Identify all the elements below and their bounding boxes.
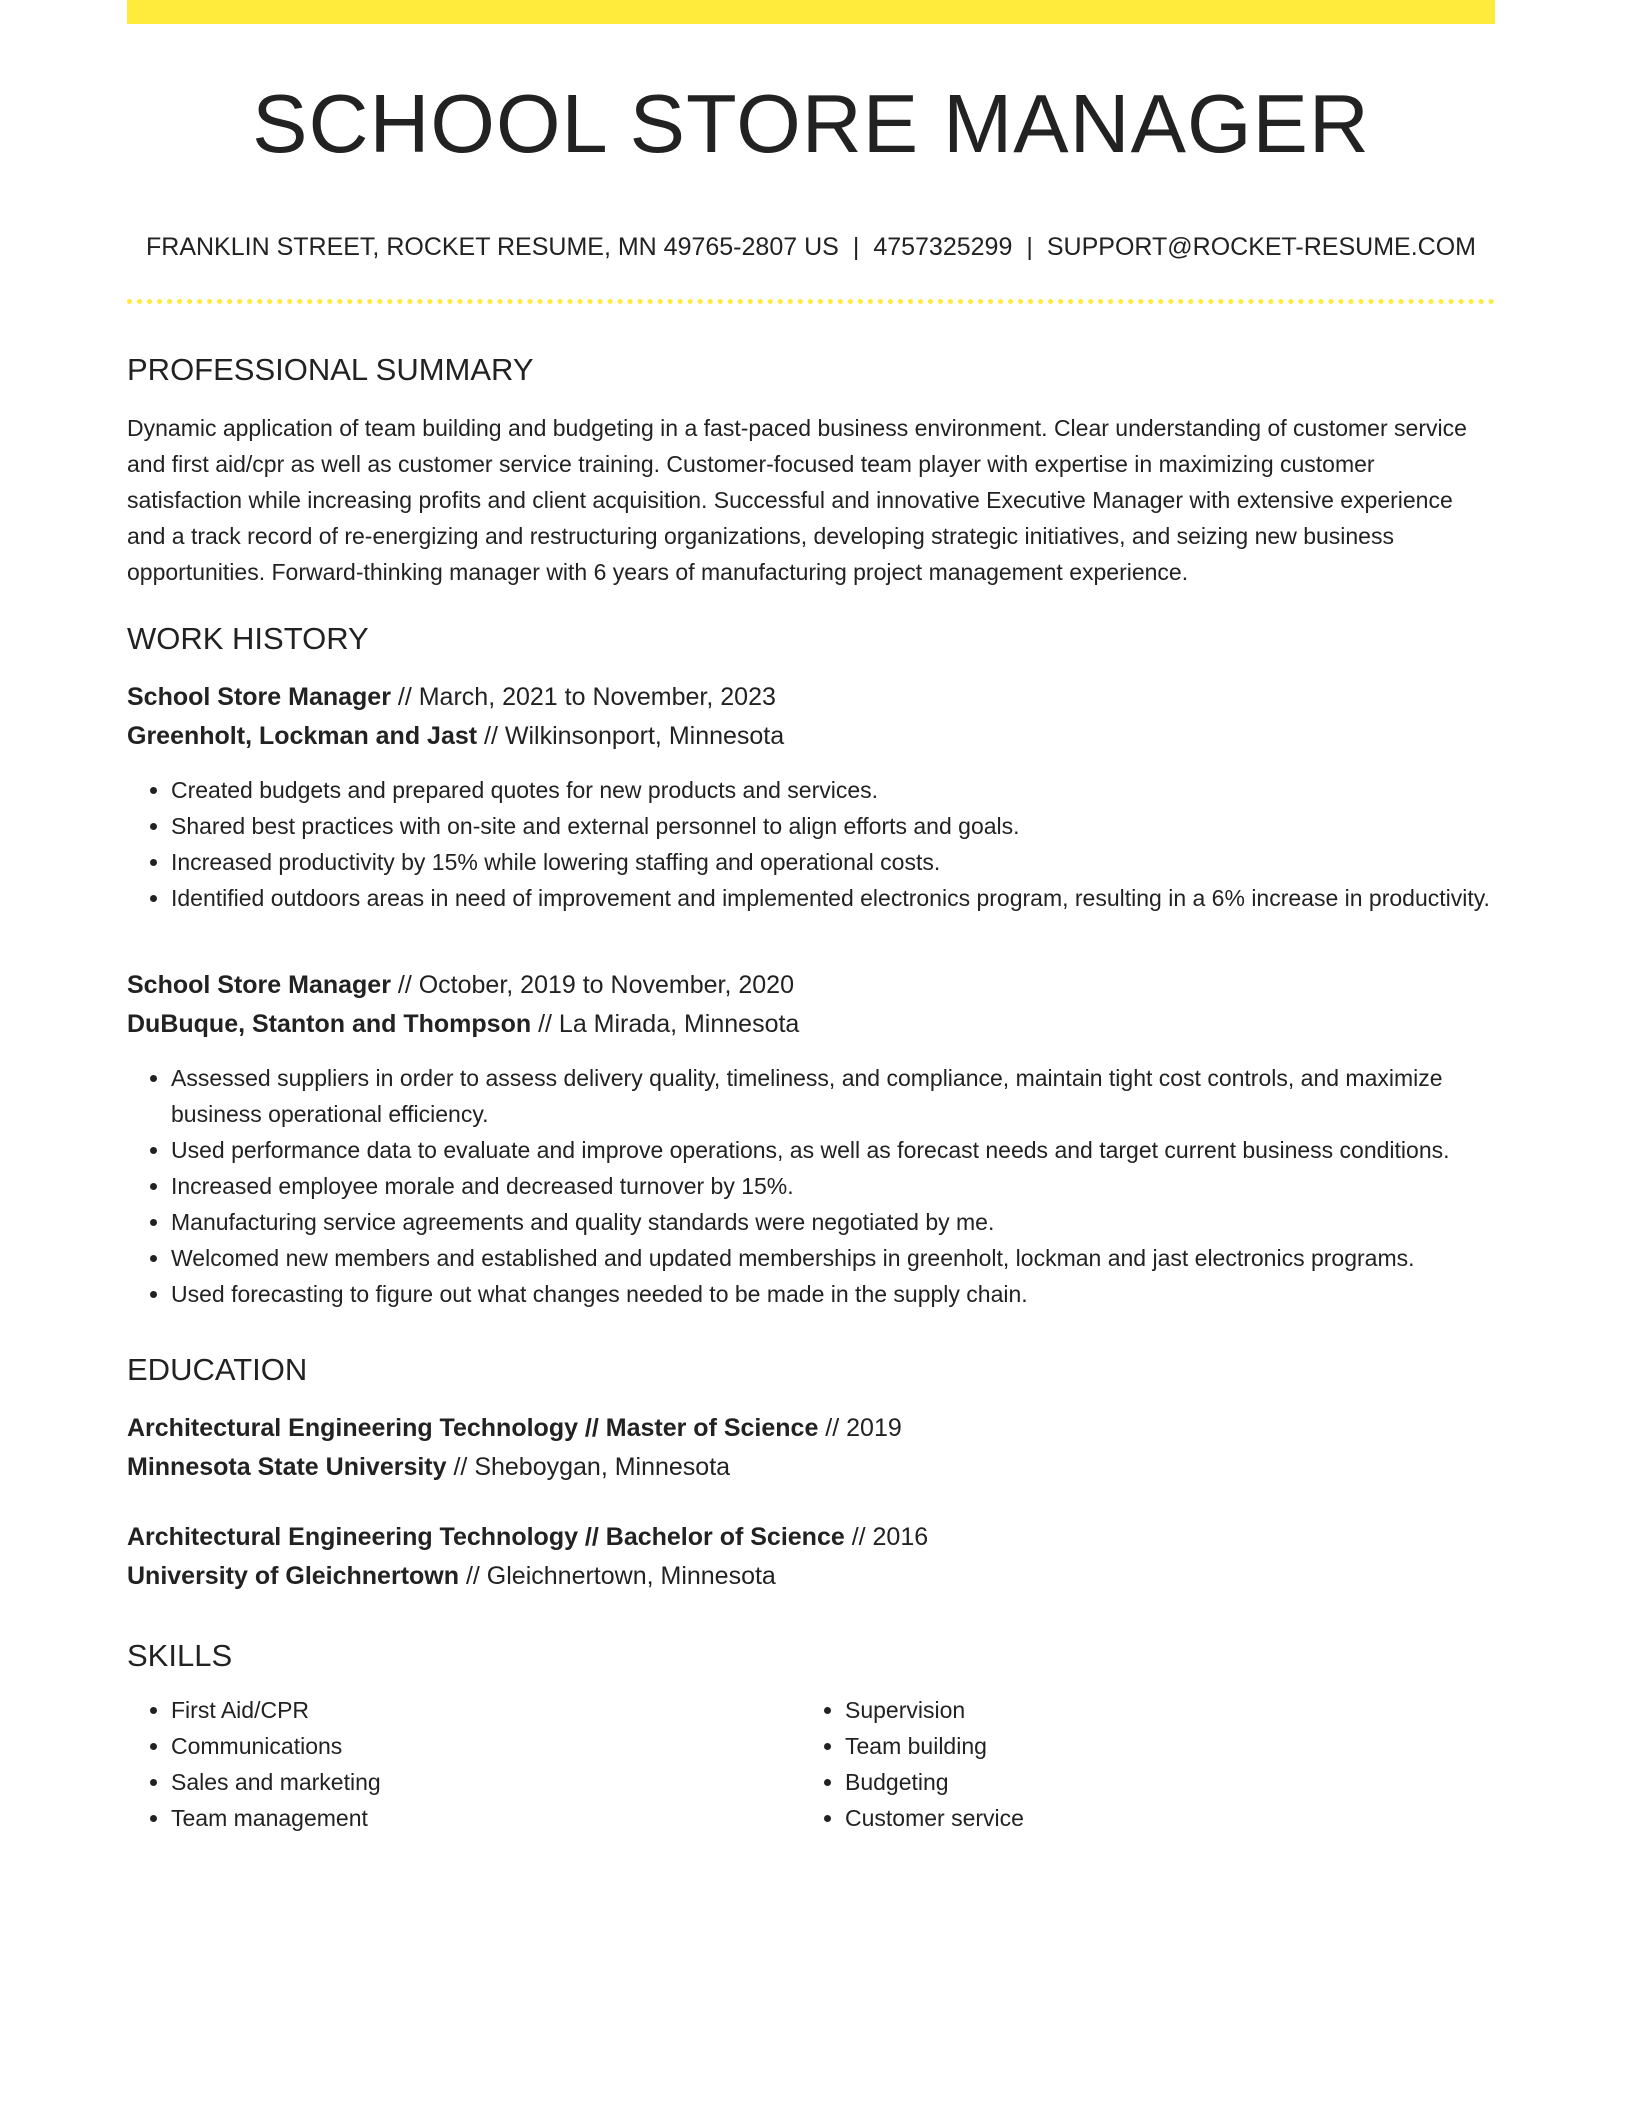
contact-phone: 4757325299	[873, 233, 1013, 261]
contact-line	[127, 235, 1495, 260]
education-heading	[127, 1518, 1495, 1557]
skill-item: • Budgeting	[845, 1764, 1475, 1800]
contact-email: SUPPORT@ROCKET-RESUME.COM	[1046, 233, 1476, 261]
list-item: • Created budgets and prepared quotes for new products and services.	[171, 772, 1495, 808]
job-role: School Store Manager	[127, 971, 391, 999]
education-school: Minnesota State University	[127, 1453, 447, 1481]
education-degree: Architectural Engineering Technology // Bachelor of Science	[127, 1523, 845, 1551]
skills-column-left	[127, 1692, 801, 1836]
section-title-skills: SKILLS	[127, 1638, 233, 1673]
skill-item: • Supervision	[845, 1692, 1475, 1728]
job-location: // La Mirada, Minnesota	[531, 1010, 800, 1038]
skill-item: • Customer service	[845, 1800, 1475, 1836]
education-year: // 2016	[844, 1523, 929, 1551]
education-school: University of Gleichnertown	[127, 1562, 460, 1590]
job-location: // Wilkinsonport, Minnesota	[477, 722, 785, 750]
list-item: • Used forecasting to figure out what changes needed to be made in the supply chain.	[171, 1276, 1495, 1312]
education-year: // 2019	[818, 1414, 902, 1442]
job-bullets	[127, 772, 1495, 916]
job-heading	[127, 966, 1495, 1005]
job-company: DuBuque, Stanton and Thompson	[127, 1010, 532, 1038]
resume-page	[127, 0, 1495, 1836]
skill-item: • Team management	[171, 1800, 801, 1836]
list-item: • Identified outdoors areas in need of improvement and implemented electronics program, resulting in a 6% increase in productivity.	[171, 880, 1495, 916]
education-location: // Gleichnertown, Minnesota	[459, 1562, 776, 1590]
section-title-work-history: WORK HISTORY	[127, 621, 369, 656]
resume-title: SCHOOL STORE MANAGER	[252, 77, 1370, 170]
dotted-divider	[127, 299, 1495, 304]
list-item: • Used performance data to evaluate and improve operations, as well as forecast needs and target current business conditions.	[171, 1132, 1495, 1168]
skills-list	[127, 1692, 1495, 1836]
summary-text: Dynamic application of team building and budgeting in a fast-paced business environment. Clear understanding of customer service and first aid/cpr as well as customer service training. Customer-focused team player with expertise in maximizing customer satisfaction while increasing profits and client acquisition. Successful and innovative Executive Manager with extensive experience and a track record of re-energizing and restructuring organizations, developing strategic initiatives, and seizing new business opportunities. Forward-thinking manager with 6 years of manufacturing project management experience.	[127, 415, 1467, 585]
skill-item: • Communications	[171, 1728, 801, 1764]
section-title-summary: PROFESSIONAL SUMMARY	[127, 352, 534, 387]
job-employer	[127, 1005, 1495, 1044]
contact-separator: |	[852, 233, 860, 261]
job-role: School Store Manager	[127, 683, 391, 711]
skill-item: • Team building	[845, 1728, 1475, 1764]
list-item: • Increased employee morale and decreased turnover by 15%.	[171, 1168, 1495, 1204]
skill-item: • Sales and marketing	[171, 1764, 801, 1800]
education-location: // Sheboygan, Minnesota	[446, 1453, 731, 1481]
education-entry	[127, 1518, 1495, 1596]
education-institution	[127, 1557, 1495, 1596]
job-entry	[127, 678, 1495, 916]
accent-top-bar	[127, 0, 1495, 24]
list-item: • Welcomed new members and established and updated memberships in greenholt, lockman and jast electronics programs.	[171, 1240, 1495, 1276]
job-company: Greenholt, Lockman and Jast	[127, 722, 478, 750]
list-item: • Shared best practices with on-site and external personnel to align efforts and goals.	[171, 808, 1495, 844]
list-item: • Assessed suppliers in order to assess delivery quality, timeliness, and compliance, maintain tight cost controls, and maximize business operational efficiency.	[171, 1060, 1495, 1132]
list-item: • Manufacturing service agreements and quality standards were negotiated by me.	[171, 1204, 1495, 1240]
education-entry	[127, 1409, 1495, 1487]
education-degree: Architectural Engineering Technology // Master of Science	[127, 1414, 819, 1442]
job-employer	[127, 717, 1495, 756]
job-entry	[127, 966, 1495, 1312]
section-title-education: EDUCATION	[127, 1352, 308, 1387]
skills-column-right	[801, 1692, 1475, 1836]
list-item: • Increased productivity by 15% while lowering staffing and operational costs.	[171, 844, 1495, 880]
job-dates: // March, 2021 to November, 2023	[390, 683, 776, 711]
contact-separator: |	[1026, 233, 1033, 261]
job-bullets	[127, 1060, 1495, 1312]
contact-address: FRANKLIN STREET, ROCKET RESUME, MN 49765-2807 US	[146, 233, 839, 261]
job-heading	[127, 678, 1495, 717]
job-dates: // October, 2019 to November, 2020	[390, 971, 794, 999]
education-heading	[127, 1409, 1495, 1448]
skill-item: • First Aid/CPR	[171, 1692, 801, 1728]
education-institution	[127, 1448, 1495, 1487]
